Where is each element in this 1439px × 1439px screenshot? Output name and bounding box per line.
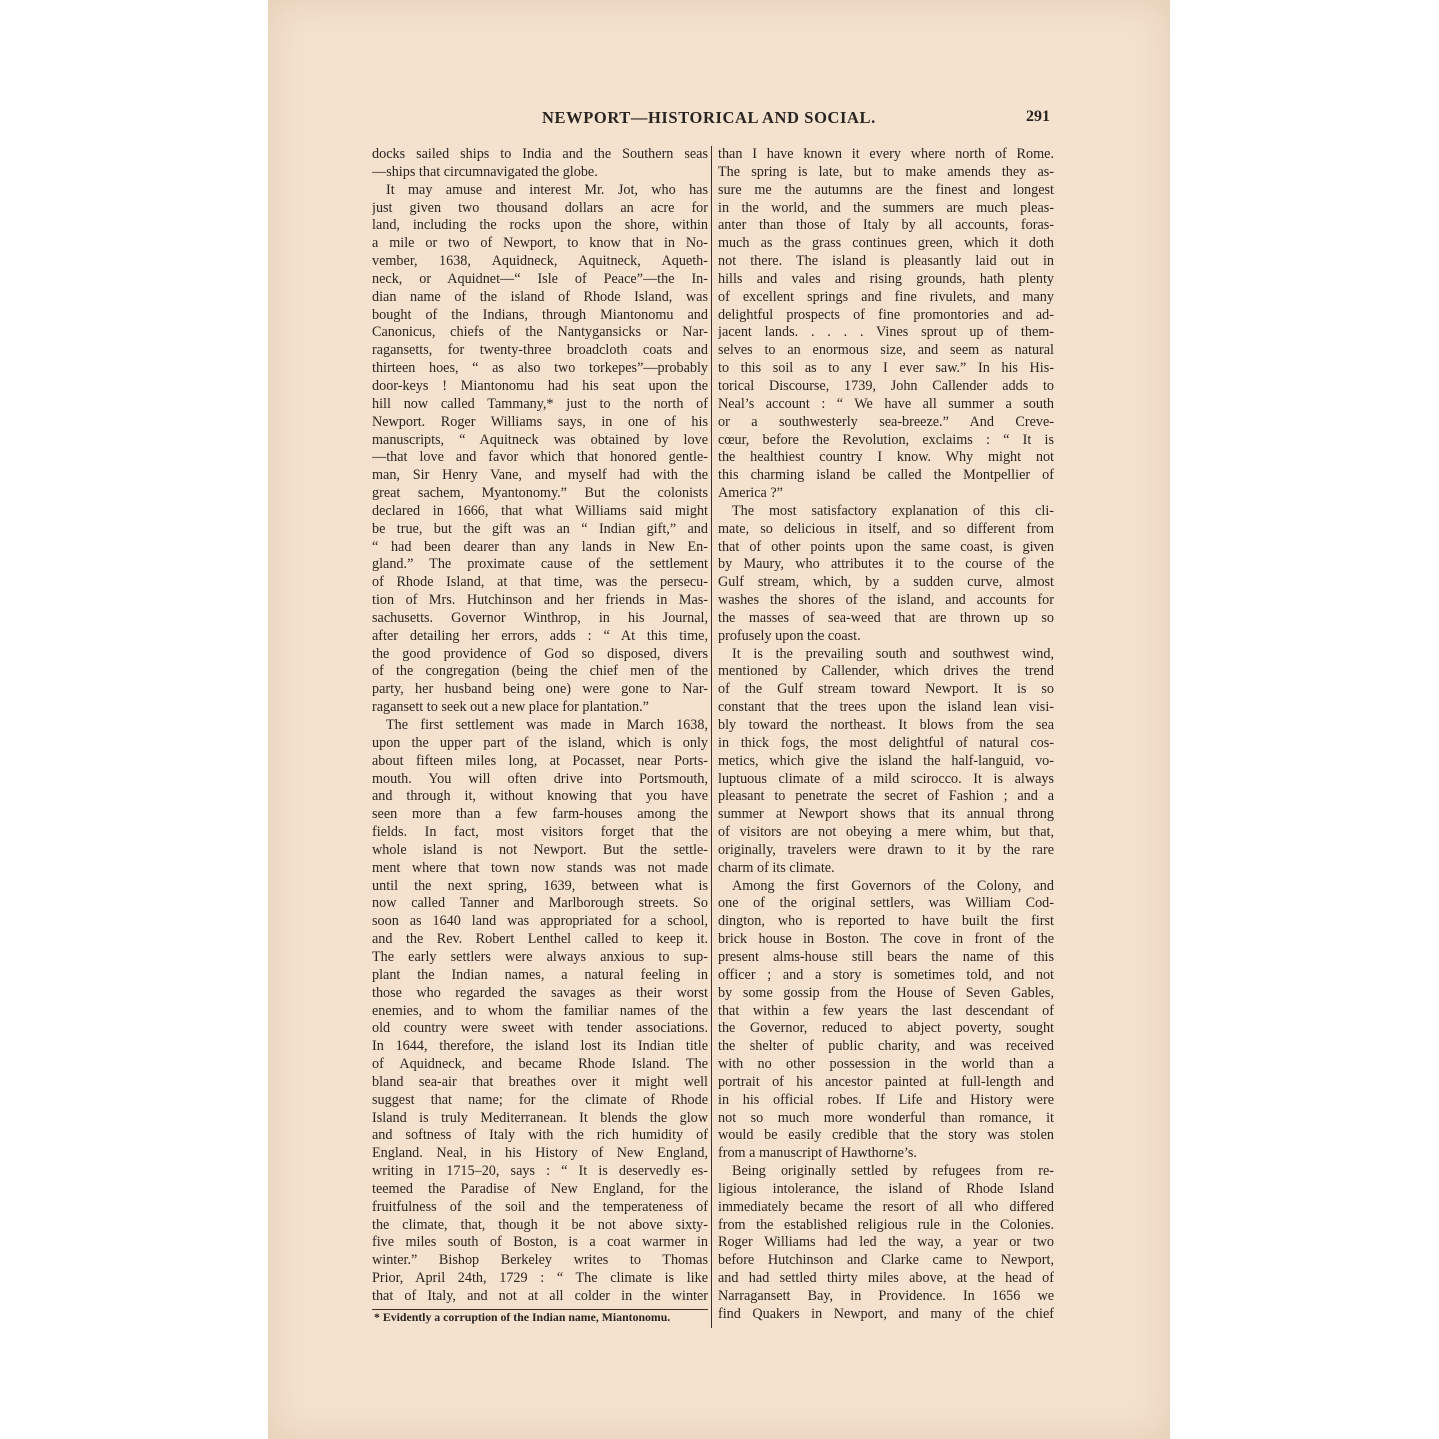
footnote: * Evidently a corruption of the Indian name, Miantonomu.: [374, 1310, 671, 1324]
text-line: Neal’s account : “ We have all summer a south: [718, 395, 1054, 412]
text-line: charm of its climate.: [718, 859, 835, 876]
text-line: Narragansett Bay, in Providence. In 1656 we: [718, 1288, 1054, 1304]
text-line: much as the grass continues green, which it doth: [718, 235, 1054, 252]
text-line: “ had been dearer than any lands in New En-: [372, 538, 708, 555]
text-line: door-keys ! Miantonomu had his seat upon the: [372, 377, 708, 394]
text-line: The first settlement was made in March 1638,: [386, 717, 708, 733]
text-line: mate, so delicious in itself, and so different from: [718, 520, 1054, 537]
text-line: would be easily credible that the story was stolen: [718, 1127, 1054, 1144]
text-line: of the congregation (being the chief men of the: [372, 663, 708, 680]
text-line: soon as 1640 land was appropriated for a school,: [372, 913, 708, 930]
text-line: The spring is late, but to make amends they as-: [718, 163, 1054, 180]
text-line: until the next spring, 1639, between what is: [372, 877, 708, 894]
text-line: —that love and favor which that honored gentle-: [372, 449, 708, 466]
text-line: delightful prospects of fine promontories and ad-: [718, 306, 1054, 323]
text-line: of Aquidneck, and became Rhode Island. The: [372, 1056, 708, 1073]
text-line: of the Gulf stream toward Newport. It is so: [718, 681, 1054, 698]
text-line: those who regarded the savages as their worst: [372, 984, 708, 1001]
text-line: It is the prevailing south and southwest wind,: [732, 645, 1054, 662]
text-line: washes the shores of the island, and accounts for: [718, 592, 1054, 609]
text-line: Canonicus, chiefs of the Nantygansicks or Nar-: [372, 324, 708, 341]
text-line: the healthiest country I know. Why might not: [718, 449, 1054, 466]
text-line: and softness of Italy with the rich humidity of: [372, 1127, 708, 1144]
text-line: man, Sir Henry Vane, and myself had with the: [372, 467, 708, 484]
text-line: and through it, without knowing that you have: [372, 788, 708, 805]
text-line: from a manuscript of Hawthorne’s.: [718, 1145, 917, 1162]
text-line: fields. In fact, most visitors forget that the: [372, 824, 708, 841]
text-line: just given two thousand dollars an acre for: [372, 199, 708, 216]
text-line: the good providence of God so disposed, divers: [372, 645, 708, 662]
text-line: than I have known it every where north of Rome.: [718, 146, 1054, 162]
text-line: party, her husband being one) were gone to Nar-: [372, 681, 708, 698]
text-line: find Quakers in Newport, and many of the chief: [718, 1305, 1054, 1322]
text-line: jacent lands. . . . . Vines sprout up of them-: [718, 324, 1054, 341]
text-line: the climate, that, though it be not above sixty-: [372, 1216, 708, 1233]
text-line: metics, which give the island the half-languid, vo-: [718, 752, 1054, 769]
text-line: dington, who is reported to have built the first: [718, 913, 1054, 930]
text-line: In 1644, therefore, the island lost its Indian title: [372, 1038, 708, 1055]
text-line: profusely upon the coast.: [718, 627, 861, 644]
text-line: one of the original settlers, was William Cod-: [718, 895, 1054, 912]
text-line: that within a few years the last descendant of: [718, 1002, 1054, 1019]
text-line: in his official robes. If Life and History were: [718, 1091, 1054, 1108]
text-line: seen more than a few farm-houses among the: [372, 806, 708, 823]
text-line: thirteen hoes, “ as also two torkepes”—probably: [372, 360, 708, 377]
text-line: the masses of sea-weed that are thrown up so: [718, 609, 1054, 626]
text-line: writing in 1715–20, says : “ It is deservedly es-: [372, 1163, 708, 1180]
text-line: enemies, and to whom the familiar names of the: [372, 1002, 708, 1019]
text-line: present alms-house still bears the name of this: [718, 948, 1054, 965]
text-line: sachusetts. Governor Winthrop, in his Journal,: [372, 609, 708, 626]
text-line: of visitors are not obeying a mere whim, but that,: [718, 824, 1054, 841]
text-line: by Maury, who attributes it to the course of the: [718, 556, 1054, 573]
text-line: neck, or Aquidnet—“ Isle of Peace”—the In-: [372, 270, 708, 287]
text-line: bland sea-air that breathes over it might well: [372, 1073, 708, 1090]
text-line: bly toward the northeast. It blows from the sea: [718, 717, 1054, 733]
text-line: Island is truly Mediterranean. It blends the glow: [372, 1109, 708, 1126]
running-head: [374, 108, 1050, 134]
text-line: ment where that town now stands was not made: [372, 859, 708, 876]
text-line: or a southwesterly sea-breeze.” And Creve-: [718, 413, 1054, 430]
text-line: Being originally settled by refugees from re-: [732, 1163, 1054, 1180]
text-line: that of Italy, and not at all colder in the winter: [372, 1288, 708, 1304]
text-line: whole island is not Newport. But the settle-: [372, 841, 708, 858]
text-line: summer at Newport shows that its annual throng: [718, 806, 1054, 823]
text-line: about fifteen miles long, at Pocasset, near Ports-: [372, 752, 708, 769]
page-number: 291: [1026, 108, 1050, 125]
text-line: great sachem, Myantonomy.” But the colonists: [372, 485, 708, 502]
text-line: the Governor, reduced to abject poverty, sought: [718, 1020, 1054, 1037]
text-line: mentioned by Callender, which drives the trend: [718, 663, 1054, 680]
text-line: the shelter of public charity, and was received: [718, 1038, 1054, 1055]
text-line: mouth. You will often drive into Portsmouth,: [372, 770, 708, 787]
text-line: pleasant to penetrate the secret of Fashion ; and a: [718, 788, 1054, 805]
book-page: [268, 0, 1170, 1439]
text-line: teemed the Paradise of New England, for the: [372, 1180, 708, 1197]
text-line: bought of the Indians, through Miantonomu and: [372, 306, 708, 323]
text-line: sure me the autumns are the finest and longest: [718, 181, 1054, 198]
text-line: immediately became the resort of all who differed: [718, 1198, 1054, 1215]
text-line: this charming island be called the Montpellier of: [718, 467, 1054, 484]
text-line: in thick fogs, the most delightful of natural cos-: [718, 734, 1054, 751]
text-line: in the world, and the summers are much pleas-: [718, 199, 1054, 216]
text-line: originally, travelers were drawn to it by the rare: [718, 841, 1054, 858]
text-line: selves to an enormous size, and seem as natural: [718, 342, 1054, 359]
right-column: [718, 146, 1054, 1324]
text-line: a mile or two of Newport, to know that in No-: [372, 235, 708, 252]
text-line: that of other points upon the same coast, is given: [718, 538, 1054, 555]
text-line: docks sailed ships to India and the Southern seas: [372, 146, 708, 162]
text-line: suggest that name; for the climate of Rhode: [372, 1091, 708, 1108]
column-divider: [711, 146, 712, 1328]
text-line: ragansett to seek out a new place for plantation.”: [372, 699, 649, 716]
text-line: constant that the trees upon the island lean visi-: [718, 699, 1054, 716]
text-line: winter.” Bishop Berkeley writes to Thomas: [372, 1252, 708, 1269]
text-line: old country were sweet with tender associations.: [372, 1020, 708, 1037]
text-line: not there. The island is pleasantly laid out in: [718, 253, 1054, 270]
text-line: land, including the rocks upon the shore, within: [372, 217, 708, 234]
text-line: Among the first Governors of the Colony, and: [732, 877, 1054, 894]
text-line: gland.” The proximate cause of the settlement: [372, 556, 708, 573]
text-line: officer ; and a story is sometimes told, and not: [718, 966, 1054, 983]
text-line: dian name of the island of Rhode Island, was: [372, 288, 708, 305]
text-line: vember, 1638, Aquidneck, Aquitneck, Aqueth-: [372, 253, 708, 270]
text-line: before Hutchinson and Clarke came to Newport,: [718, 1252, 1054, 1269]
text-line: Newport. Roger Williams says, in one of his: [372, 413, 708, 430]
text-line: and had settled thirty miles above, at the head of: [718, 1270, 1054, 1287]
text-line: England. Neal, in his History of New England,: [372, 1145, 708, 1162]
text-line: fruitfulness of the soil and the temperateness of: [372, 1198, 708, 1215]
text-line: anter than those of Italy by all accounts, foras-: [718, 217, 1054, 234]
text-line: to this soil as to any I ever saw.” In his His-: [718, 360, 1054, 377]
left-column: [372, 146, 708, 1324]
text-line: of excellent springs and fine rivulets, and many: [718, 288, 1054, 305]
text-line: Gulf stream, which, by a sudden curve, almost: [718, 574, 1054, 591]
text-line: now called Tanner and Marlborough streets. So: [372, 895, 708, 912]
text-line: —ships that circumnavigated the globe.: [372, 163, 598, 180]
text-line: tion of Mrs. Hutchinson and her friends in Mas-: [372, 592, 708, 609]
text-line: of Rhode Island, at that time, was the persecu-: [372, 574, 708, 591]
text-line: after detailing her errors, adds : “ At this time,: [372, 627, 708, 644]
text-line: and the Rev. Robert Lenthel called to keep it.: [372, 931, 708, 948]
text-line: The most satisfactory explanation of this cli-: [732, 502, 1054, 519]
text-line: hill now called Tammany,* just to the north of: [372, 395, 708, 412]
text-line: by some gossip from the House of Seven Gables,: [718, 984, 1054, 1001]
text-line: cœur, before the Revolution, exclaims : “ It is: [718, 431, 1054, 448]
text-line: luptuous climate of a mild scirocco. It is always: [718, 770, 1054, 787]
text-line: Prior, April 24th, 1729 : “ The climate is like: [372, 1270, 708, 1287]
text-line: upon the upper part of the island, which is only: [372, 734, 708, 751]
text-line: portrait of his ancestor painted at full-length and: [718, 1073, 1054, 1090]
text-line: torical Discourse, 1739, John Callender adds to: [718, 377, 1054, 394]
text-line: ragansetts, for twenty-three broadcloth coats and: [372, 342, 708, 359]
text-line: five miles south of Boston, is a coat warmer in: [372, 1234, 708, 1251]
text-line: ligious intolerance, the island of Rhode Island: [718, 1180, 1054, 1197]
text-line: The early settlers were always anxious to sup-: [372, 948, 708, 965]
text-line: brick house in Boston. The cove in front of the: [718, 931, 1054, 948]
text-line: It may amuse and interest Mr. Jot, who has: [386, 181, 708, 198]
text-line: hills and vales and rising grounds, hath plenty: [718, 270, 1054, 287]
text-line: manuscripts, “ Aquitneck was obtained by love: [372, 431, 708, 448]
running-title: NEWPORT—HISTORICAL AND SOCIAL.: [542, 108, 876, 127]
text-line: declared in 1666, that what Williams said might: [372, 502, 708, 519]
text-line: with no other possession in the world than a: [718, 1056, 1054, 1073]
text-line: not so much more wonderful than romance, it: [718, 1109, 1054, 1126]
text-line: Roger Williams had led the way, a year or two: [718, 1234, 1054, 1251]
text-line: America ?”: [718, 485, 783, 502]
text-line: plant the Indian names, a natural feeling in: [372, 966, 708, 983]
text-line: from the established religious rule in the Colonies.: [718, 1216, 1054, 1233]
text-line: be true, but the gift was an “ Indian gift,” and: [372, 520, 708, 537]
